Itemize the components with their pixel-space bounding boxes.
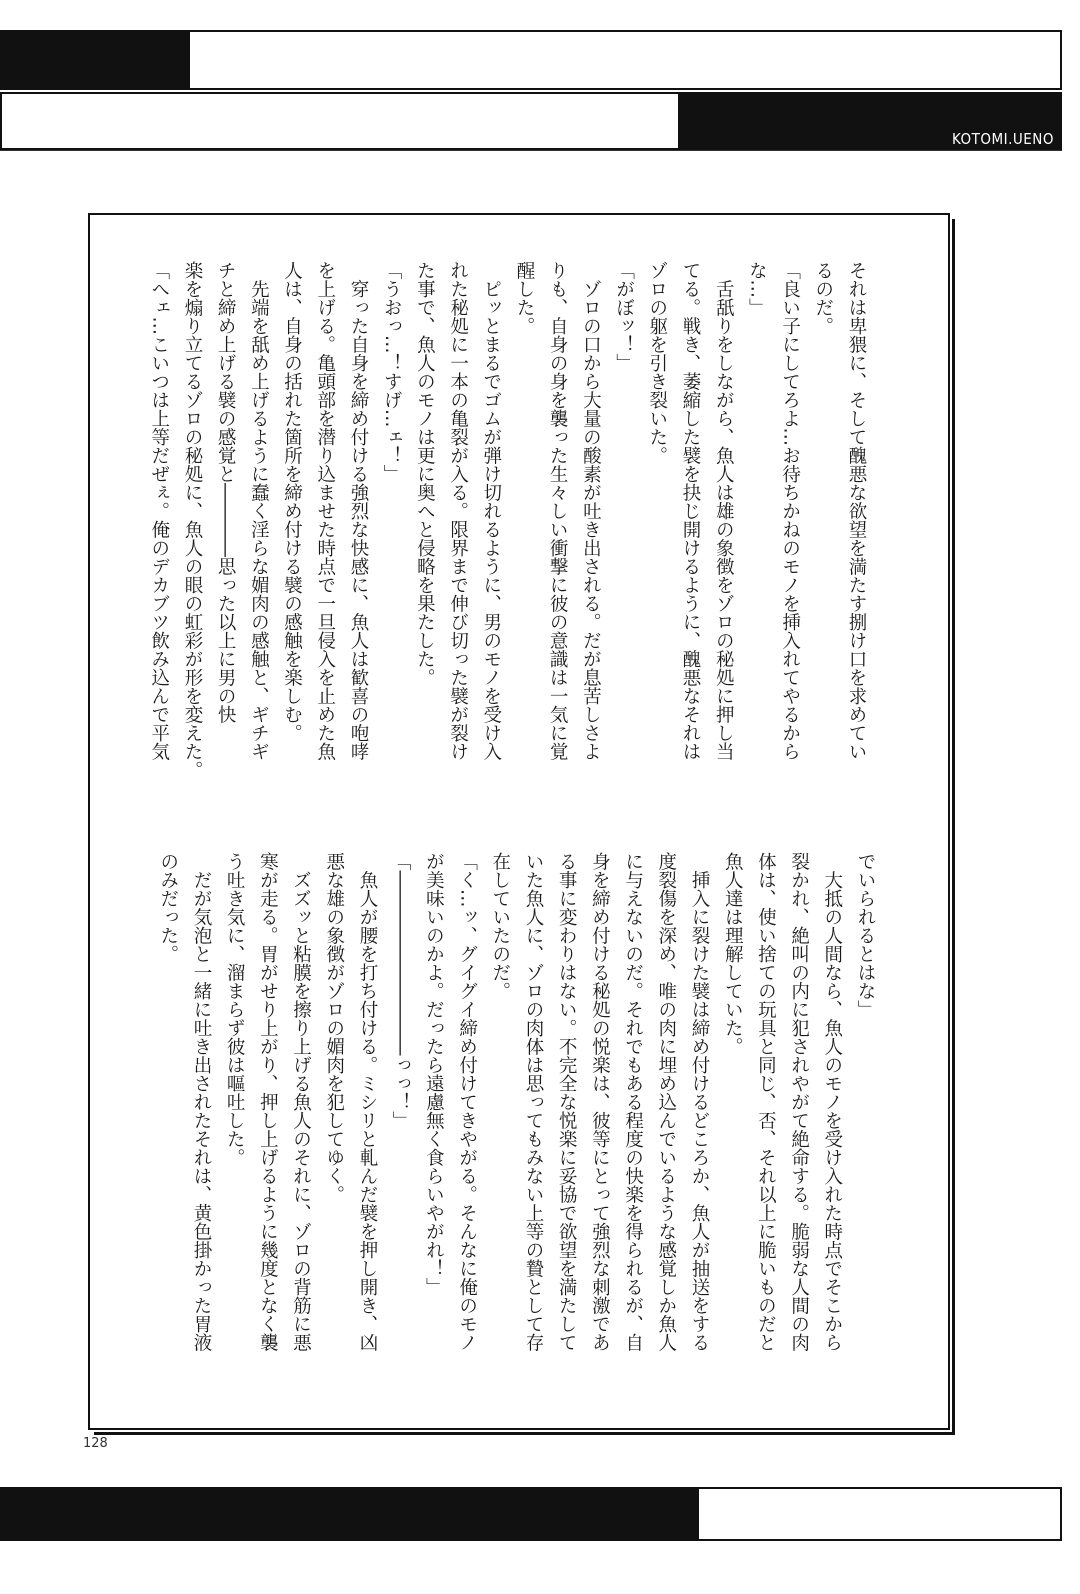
text-column: れた秘処に一本の亀裂が入る。限界まで伸び切った襞が裂け	[447, 261, 469, 761]
text-column: 寒が走る。胃がせり上がり、押し上げるように幾度となく襲	[257, 852, 279, 1352]
text-column: 「く…ッ、グイグイ締め付けてきやがる。そんなに俺のモノ	[456, 852, 478, 1352]
text-column: に与えないのだ。それでもある程度の快楽を得られるが、自	[622, 852, 644, 1352]
text-column: 魚人達は理解していた。	[722, 852, 744, 1056]
text-column: 楽を煽り立てるゾロの秘処に、魚人の眼の虹彩が形を変えた。	[181, 261, 203, 779]
text-column: 体は、使い捨ての玩具と同じ、否、それ以上に脆いものだと	[755, 852, 777, 1352]
text-column: てる。戦き、萎縮した襞を抉じ開けるように、醜悪なそれは	[679, 261, 701, 761]
header-black-bar-left	[0, 30, 192, 90]
author-name: KOTOMI.UENO	[951, 130, 1054, 148]
text-column: 度裂傷を深め、唯の肉に埋め込んでいるような感覚しか魚人	[655, 852, 677, 1352]
header-white-box-bottom	[0, 92, 680, 150]
text-column: 悪な雄の象徴がゾロの媚肉を犯してゆく。	[323, 852, 345, 1204]
text-column: 「へェ…こいつは上等だぜぇ。俺のデカブツ飲み込んで平気	[148, 261, 170, 761]
text-column: ゾロの躯を引き裂いた。	[646, 261, 668, 465]
text-column: 舌舐りをしながら、魚人は雄の象徴をゾロの秘処に押し当	[713, 261, 735, 761]
footer-black-bar	[0, 1487, 700, 1541]
text-column: それは卑猥に、そして醜悪な欲望を満たす捌け口を求めてい	[846, 261, 867, 761]
text-column: 在していたのだ。	[489, 852, 511, 1000]
footer-white-box	[697, 1487, 1062, 1541]
text-column: 「うおっ…！すげ…ェ！」	[381, 261, 403, 483]
text-column: りも、自身の身を襲った生々しい衝撃に彼の意識は一気に覚	[547, 261, 569, 761]
text-column: を上げる。亀頭部を潜り込ませた時点で一旦侵入を止めた魚	[314, 261, 336, 761]
text-column: るのだ。	[812, 261, 834, 335]
text-column: 「がぼッ！」	[613, 261, 635, 372]
text-column: 挿入に裂けた襞は締め付けるどころか、魚人が抽送をする	[688, 852, 710, 1352]
page-number: 128	[83, 1436, 108, 1451]
text-column: ズズッと粘膜を擦り上げる魚人のそれに、ゾロの背筋に悪	[290, 852, 312, 1352]
text-column: が美味いのかよ。だったら遠慮無く食らいやがれ！」	[423, 852, 445, 1296]
text-column: 人は、自身の括れた箇所を締め付ける襞の感触を楽しむ。	[281, 261, 303, 742]
text-column: いた魚人に、ゾロの肉体は思ってもみない上等の贄として存	[522, 852, 544, 1352]
text-column: 「――――――――――っっ！」	[390, 852, 412, 1130]
header-divider	[0, 150, 1062, 151]
text-column: 先端を舐め上げるように蠢く淫らな媚肉の感触と、ギチギ	[248, 261, 270, 761]
text-block-lower	[152, 852, 882, 1362]
text-column: ピッとまるでゴムが弾け切れるように、男のモノを受け入	[480, 261, 502, 761]
text-column: チと締め上げる襞の感覚と――――思った以上に男の快	[215, 261, 237, 724]
text-column: 「良い子にしてろよ…お待ちかねのモノを挿入れてやるから	[779, 261, 801, 761]
text-column: う吐き気に、溜まらず彼は嘔吐した。	[224, 852, 246, 1167]
text-block-upper	[143, 261, 873, 779]
text-column: だが気泡と一緒に吐き出されたそれは、黄色掛かった胃液	[190, 852, 212, 1352]
text-column: 穿った自身を締め付ける強烈な快感に、魚人は歓喜の咆哮	[347, 261, 369, 761]
text-column: 魚人が腰を打ち付ける。ミシリと軋んだ襞を押し開き、凶	[356, 852, 378, 1352]
text-column: のみだった。	[157, 852, 179, 963]
text-column: 裂かれ、絶叫の内に犯されやがて絶命する。脆弱な人間の肉	[788, 852, 810, 1352]
text-column: 醒した。	[513, 261, 535, 335]
text-column: 身を締め付ける秘処の悦楽は、彼等にとって強烈な刺激であ	[589, 852, 611, 1352]
text-column: た事で、魚人のモノは更に奥へと侵略を果たした。	[414, 261, 436, 687]
text-column: ゾロの口から大量の酸素が吐き出される。だが息苦しさよ	[580, 261, 602, 761]
text-column: な…」	[746, 261, 768, 317]
text-column: 大抵の人間なら、魚人のモノを受け入れた時点でそこから	[821, 852, 843, 1352]
header-white-box-top	[188, 30, 1062, 90]
text-column: る事に変わりはない。不完全な悦楽に妥協で欲望を満たして	[556, 852, 578, 1352]
text-column: でいられるとはな」	[855, 852, 876, 1019]
